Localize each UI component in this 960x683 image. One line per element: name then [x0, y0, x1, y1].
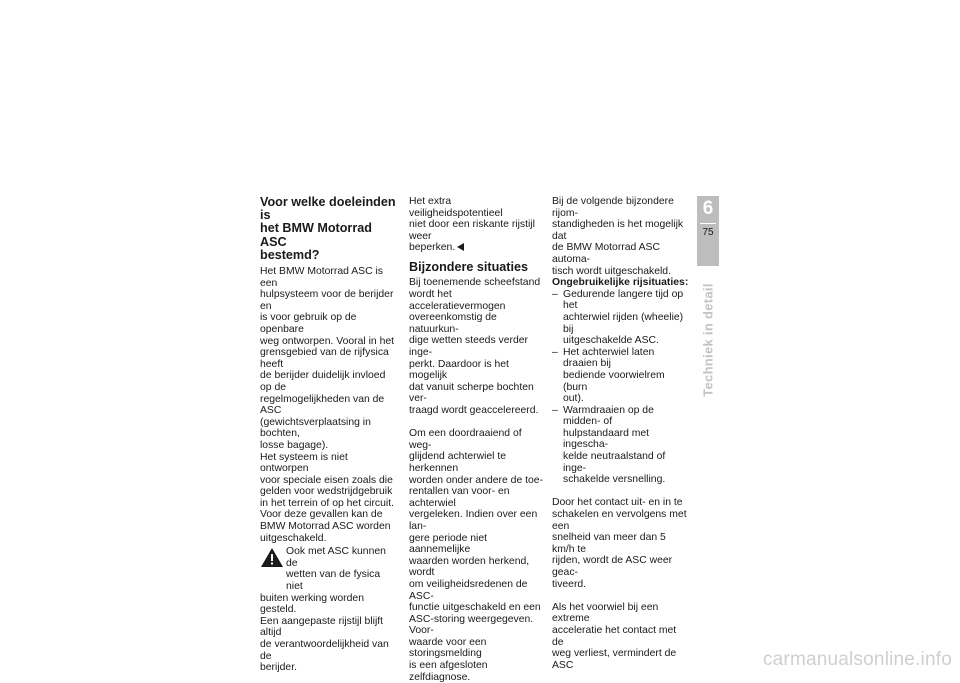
paragraph: Het systeem is niet ontworpen voor speciale eisen zoals die gelden voor wedstrijdgebruik in het terrein of op het circuit. Voor deze gevallen kan de BMW Motorrad ASC worden uitgeschakeld.: [260, 451, 394, 544]
paragraph: Om een doordraaiend of weg- glijdend achterwiel te herkennen worden onder andere de toe- rentallen van voor- en achterwiel vergeleken. Indien over een lan- gere periode niet aannemelijke waarden worden herkend, wordt om veiligheidsredenen de ASC- functie uitgeschakeld en een ASC-storing weergegeven. Voor- waarde voor een storingsmelding is een afgesloten zelfdiagnose.: [409, 428, 544, 683]
column-3: [552, 196, 690, 671]
list-item: – Gedurende langere tijd op het achterwiel rijden (wheelie) bij uitgeschakelde ASC.: [552, 289, 690, 347]
section-heading-purpose: Voor welke doeleinden is het BMW Motorrad ASC bestemd?: [260, 195, 396, 262]
chapter-tab: [697, 196, 719, 266]
paragraph: Het BMW Motorrad ASC is een hulpsysteem voor de berijder en is voor gebruik op de openbare weg ontworpen. Vooral in het grensgebied van de rijfysica heeft de berijder duidelijk invloed op de regelmogelijkheden van de ASC (gewichtsverplaatsing in bochten, losse bagage).: [260, 266, 395, 451]
warning-text: Ook met ASC kunnen de wetten van de fysica niet: [286, 546, 386, 593]
paragraph: Als het voorwiel bij een extreme acceleratie het contact met de weg verliest, vermindert de ASC: [552, 601, 677, 671]
tab-divider: [700, 223, 716, 224]
column-2: [409, 196, 545, 683]
warning-note: [260, 546, 398, 674]
situations-list: [552, 289, 690, 486]
page-number: 75: [702, 227, 714, 238]
end-triangle-icon: [457, 243, 464, 251]
warning-text: buiten werking worden gesteld. Een aangepaste rijstijl blijft altijd de verantwoordelijkheid van de berijder.: [260, 592, 389, 674]
list-label: Ongebruikelijke rijsituaties:: [552, 277, 689, 289]
paragraph-text: Het extra veiligheidspotentieel niet door een riskante rijstijl weer beperken.: [409, 196, 535, 254]
paragraph: Bij de volgende bijzondere rijom- standigheden is het mogelijk dat de BMW Motorrad ASC automa- tisch wordt uitgeschakeld.: [552, 196, 684, 277]
paragraph: Door het contact uit- en in te schakelen en vervolgens met een snelheid van meer dan 5 km/h te rijden, wordt de ASC weer geac- tiveerd.: [552, 497, 687, 590]
warning-triangle-icon: [260, 547, 284, 568]
chapter-number: 6: [702, 198, 714, 219]
list-item: – Warmdraaien op de midden- of hulpstandaard met ingescha- kelde neutraalstand of inge- schakelde versnelling.: [552, 405, 690, 486]
watermark: carmanualsonline.info: [762, 649, 952, 670]
list-item: – Het achterwiel laten draaien bij bediende voorwielrem (burn out).: [552, 347, 690, 405]
section-heading-special-situations: Bijzondere situaties: [409, 259, 528, 274]
column-1: [260, 196, 398, 674]
paragraph: [409, 196, 545, 254]
paragraph: Bij toenemende scheefstand wordt het acceleratievermogen overeenkomstig de natuurkun- dige wetten steeds verder inge- perkt. Daardoor is het mogelijk dat vanuit scherpe bochten ver- traagd wordt geaccelereerd.: [409, 277, 541, 416]
chapter-title: Techniek in detail: [700, 283, 716, 397]
